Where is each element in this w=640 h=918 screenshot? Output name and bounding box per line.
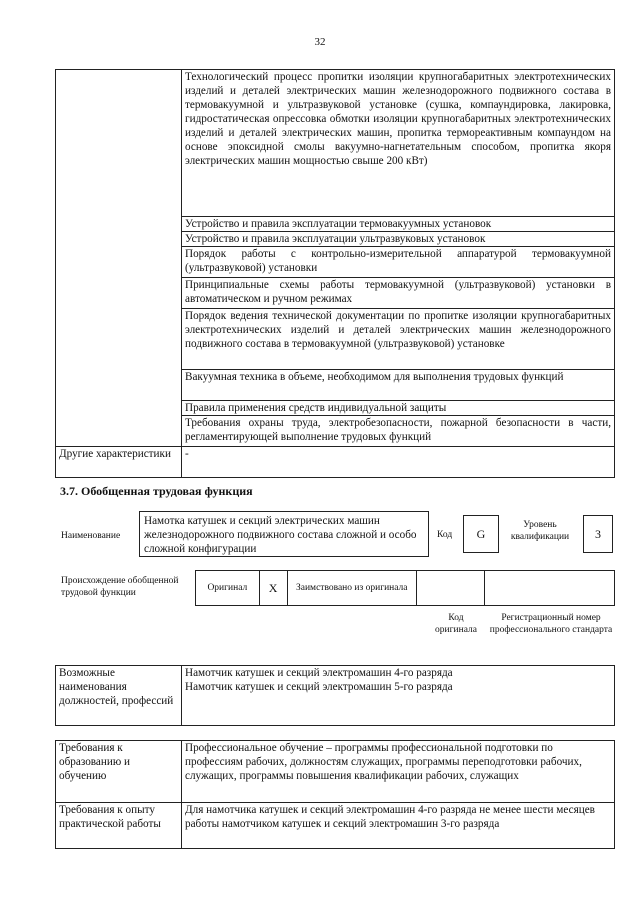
requirements-table (55, 740, 615, 849)
jobs-table (55, 665, 615, 726)
original-code-cell (417, 571, 485, 605)
knowledge-item: Технологический процесс пропитки изоляции крупногабаритных электротехнических изделий и деталей электрических машин железнодорожного подвижного состава в термовакуумной и ультразвуковой установке (сушка, компаундировка, лакировка, гидростатическая опрессовка обмотки изоляции крупногабаритных электротехнических изделий и деталей электрических машин, пропитка термореактивным компаундом на основе эпоксидной смолы вакуумно-нагнетательным способом, пропитка якоря электрических машин мощностью свыше 200 кВт) (182, 70, 615, 217)
code-label: Код (437, 530, 453, 540)
original-label: Оригинал (196, 571, 260, 605)
knowledge-item: Порядок ведения технической документации по пропитке изоляции крупногабаритных электротехнических изделий и деталей электрических машин железнодорожного подвижного состава в термовакуумной (ультразвуковой) установке (182, 309, 615, 370)
knowledge-item: Принципиальные схемы работы термовакуумной (ультразвуковой) установки в автоматическом и ручном режимах (182, 278, 615, 309)
table-row (56, 741, 615, 803)
qualification-level-value: 3 (583, 515, 613, 553)
experience-value: Для намотчика катушек и секций электромашин 4-го разряда не менее шести месяцев работы намотчиком катушек и секций электромашин 3-го разряда (182, 803, 615, 849)
code-value: G (463, 515, 499, 553)
page-number: 32 (314, 36, 326, 48)
jobs-label: Возможные наименования должностей, профессий (56, 666, 182, 726)
reg-number-cell (485, 571, 614, 605)
code-original-label: Код оригинала (435, 613, 477, 635)
reg-number-label: Регистрационный номер профессионального стандарта (489, 613, 613, 635)
education-label: Требования к образованию и обучению (56, 741, 182, 803)
job-title: Намотчик катушек и секций электромашин 4-го разряда (185, 667, 453, 679)
table-row (56, 666, 615, 726)
section-heading: 3.7. Обобщенная трудовая функция (60, 484, 253, 498)
jobs-values (182, 666, 615, 726)
knowledge-table (55, 69, 615, 478)
other-characteristics-label: Другие характеристики (56, 447, 182, 478)
other-characteristics-value: - (182, 447, 615, 478)
origin-label: Происхождение обобщенной трудовой функции (61, 576, 179, 598)
experience-label: Требования к опыту практической работы (56, 803, 182, 849)
knowledge-item: Требования охраны труда, электробезопасности, пожарной безопасности в части, регламентирующей выполнение трудовых функций (182, 416, 615, 447)
table-row (56, 70, 615, 217)
knowledge-item: Вакуумная техника в объеме, необходимом для выполнения трудовых функций (182, 370, 615, 401)
name-label: Наименование (61, 531, 121, 541)
table-row (56, 803, 615, 849)
original-mark: X (260, 571, 288, 605)
origin-row (195, 570, 615, 606)
knowledge-item: Устройство и правила эксплуатации термовакуумных установок (182, 217, 615, 232)
job-title: Намотчик катушек и секций электромашин 5-го разряда (185, 681, 453, 693)
table-row (56, 447, 615, 478)
education-value: Профессиональное обучение – программы профессиональной подготовки по профессиям рабочих, должностям служащих, программы переподготовки рабочих, служащих, программы повышения квалификации рабочих, служащих (182, 741, 615, 803)
function-name-value: Намотка катушек и секций электрических машин железнодорожного подвижного состава сложной и особо сложной конфигурации (139, 511, 429, 557)
knowledge-item: Правила применения средств индивидуальной защиты (182, 401, 615, 416)
knowledge-item: Устройство и правила эксплуатации ультразвуковых установок (182, 232, 615, 247)
borrowed-label: Заимствовано из оригинала (288, 571, 417, 605)
knowledge-label-cell (56, 70, 182, 447)
knowledge-item: Порядок работы с контрольно-измерительной аппаратурой термовакуумной (ультразвуковой) установки (182, 247, 615, 278)
qualification-level-label: Уровень квалификации (510, 520, 570, 542)
